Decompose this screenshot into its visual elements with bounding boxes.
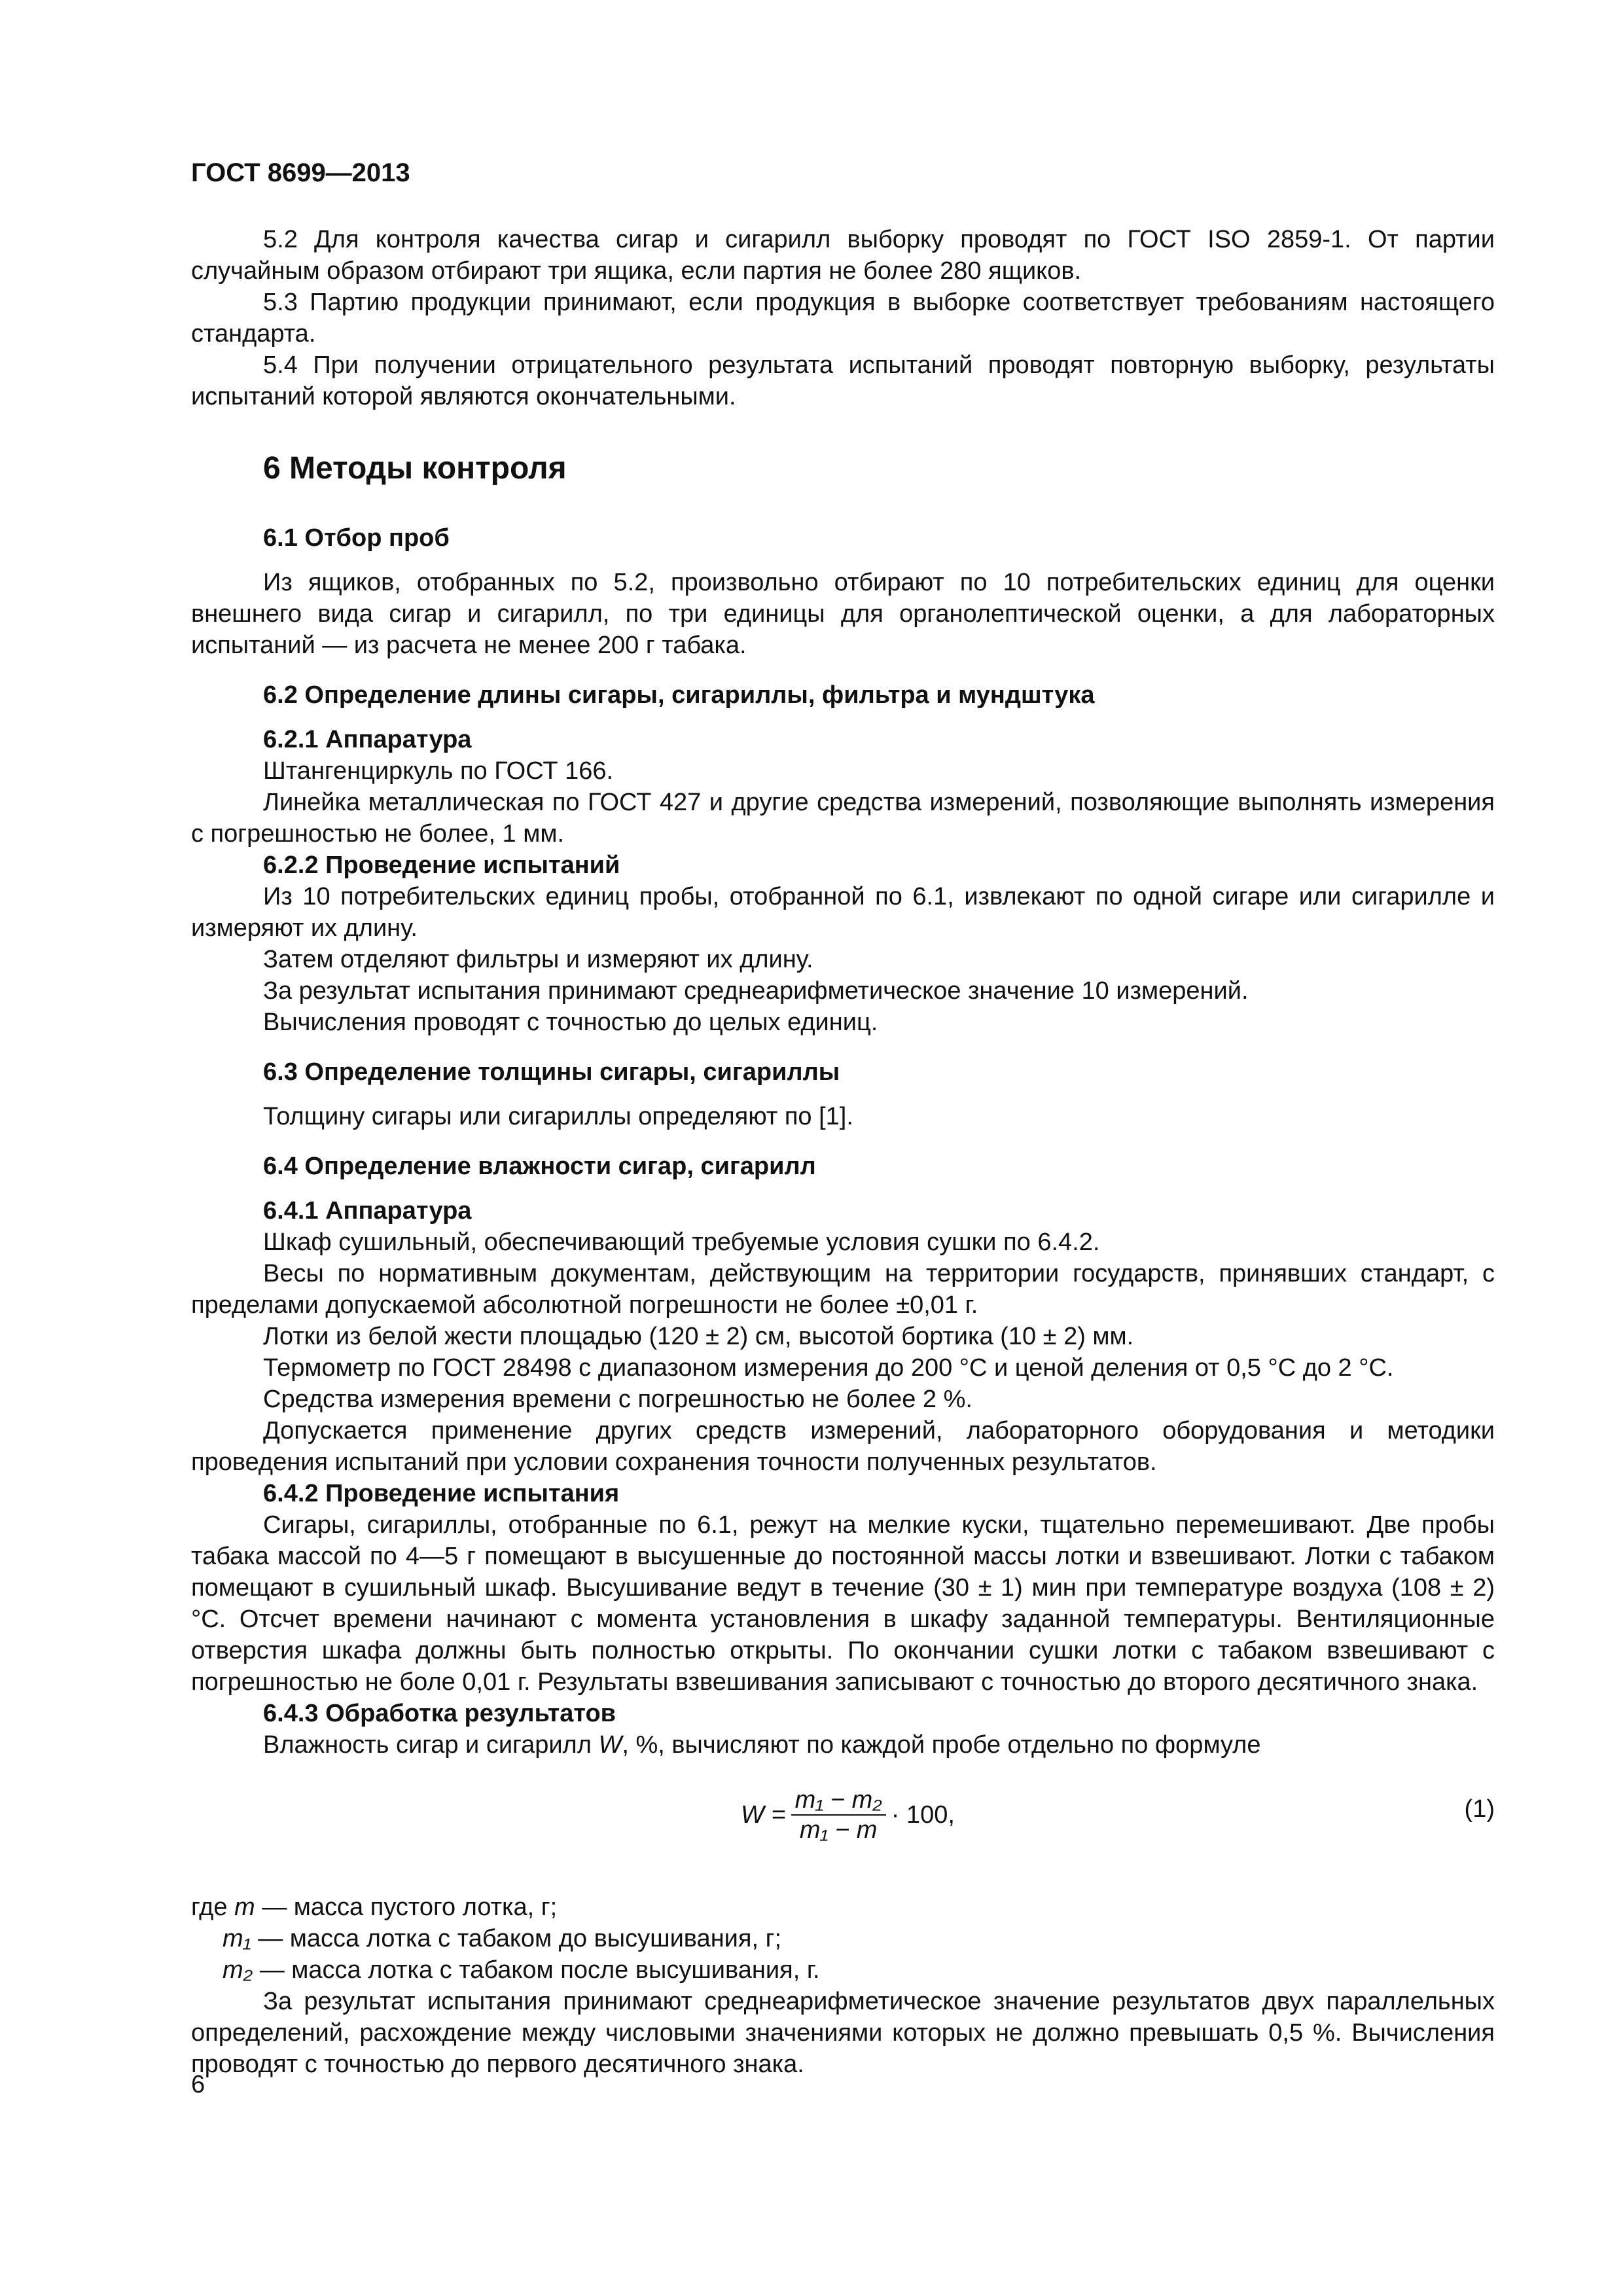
paragraph-6-4-1-d: Термометр по ГОСТ 28498 с диапазоном измерения до 200 °С и ценой деления от 0,5 °С до 2 °С. bbox=[263, 1354, 1394, 1382]
definition-text: — масса пустого лотка, г; bbox=[255, 1893, 558, 1921]
paragraph-final: За результат испытания принимают среднеарифметическое значение результатов двух параллельных определений, расхождение между числовыми значениями которых не должно превышать 0,5 %. Вычисления проводят с точностью до первого десятичного знака. bbox=[191, 1988, 1495, 2078]
heading-6-4-3: 6.4.3 Обработка результатов bbox=[263, 1700, 616, 1727]
paragraph-6-4-1-e: Средства измерения времени с погрешностью не более 2 %. bbox=[263, 1386, 972, 1413]
document-header: ГОСТ 8699—2013 bbox=[191, 158, 410, 187]
paragraph-6-2-1-b: Линейка металлическая по ГОСТ 427 и другие средства измерений, позволяющие выполнять измерения с погрешностью не более, 1 мм. bbox=[191, 789, 1495, 848]
paragraph-6-1: Из ящиков, отобранных по 5.2, произвольно отбирают по 10 потребительских единиц для оценки внешнего вида сигар и сигарилл, по три единицы для органолептической оценки, а для лабораторных испытаний — из расчета не менее 200 г табака. bbox=[191, 569, 1495, 659]
heading-6-2-2: 6.2.2 Проведение испытаний bbox=[263, 852, 620, 879]
paragraph-6-4-1-f: Допускается применение других средств измерений, лабораторного оборудования и методики проведения испытаний при условии сохранения точности полученных результатов. bbox=[191, 1417, 1495, 1476]
formula-tail: · 100, bbox=[891, 1801, 955, 1829]
section-6-heading: 6 Методы контроля bbox=[263, 451, 567, 486]
definition-text: — масса лотка с табаком до высушивания, г; bbox=[251, 1925, 782, 1952]
formula-lhs: W = bbox=[741, 1801, 786, 1829]
paragraph-6-2-2-a: Из 10 потребительских единиц пробы, отобранной по 6.1, извлекают по одной сигаре или сигарилле и измеряют их длину. bbox=[191, 883, 1495, 942]
formula-fraction bbox=[791, 1785, 886, 1844]
definition-symbol: m bbox=[234, 1893, 255, 1921]
paragraph-6-4-3-pre: Влажность сигар и сигарилл bbox=[263, 1731, 599, 1759]
paragraph-6-4-3 bbox=[191, 1729, 1495, 1761]
paragraph-6-2-2-d: Вычисления проводят с точностью до целых единиц. bbox=[263, 1009, 878, 1036]
definition-prefix: где bbox=[191, 1893, 235, 1921]
heading-6-4-2: 6.4.2 Проведение испытания bbox=[263, 1480, 620, 1507]
heading-6-2-1: 6.2.1 Аппаратура bbox=[263, 726, 472, 753]
heading-6-1: 6.1 Отбор проб bbox=[263, 524, 450, 552]
definition-m2 bbox=[191, 1954, 1495, 1986]
formula-1 bbox=[191, 1780, 1495, 1878]
formula-expression bbox=[741, 1785, 955, 1844]
heading-6-2: 6.2 Определение длины сигары, сигариллы, фильтра и мундштука bbox=[263, 681, 1095, 709]
formula-number: (1) bbox=[1464, 1795, 1495, 1823]
paragraph-6-4-2: Сигары, сигариллы, отобранные по 6.1, режут на мелкие куски, тщательно перемешивают. Две пробы табака массой по 4—5 г помещают в высушенные до постоянной массы лотки и взвешивают. Лотки с табаком помещают в сушильный шкаф. Высушивание ведут в течение (30 ± 1) мин при температуре воздуха (108 ± 2) °С. Отсчет времени начинают с момента установления в шкафу заданной температуры. Вентиляционные отверстия шкафа должны быть полностью открыты. По окончании сушки лотки с табаком взвешивают с погрешностью не боле 0,01 г. Результаты взвешивания записывают с точностью до второго десятичного знака. bbox=[191, 1511, 1495, 1696]
paragraph-6-4-1-b: Весы по нормативным документам, действующим на территории государств, принявших стандарт, с пределами допускаемой абсолютной погрешности не более ±0,01 г. bbox=[191, 1260, 1495, 1319]
paragraph-5-4: 5.4 При получении отрицательного результата испытаний проводят повторную выборку, результаты испытаний которой являются окончательными. bbox=[191, 351, 1495, 410]
formula-denominator: m₁ − m bbox=[799, 1816, 878, 1844]
definition-text: — масса лотка с табаком после высушивания, г. bbox=[253, 1956, 820, 1984]
paragraph-6-4-1-c: Лотки из белой жести площадью (120 ± 2) см, высотой бортика (10 ± 2) мм. bbox=[263, 1323, 1134, 1350]
paragraph-6-2-2-b: Затем отделяют фильтры и измеряют их длину. bbox=[263, 946, 813, 973]
document-page bbox=[191, 157, 1495, 2080]
page-number: 6 bbox=[191, 2071, 205, 2098]
paragraph-5-2: 5.2 Для контроля качества сигар и сигарилл выборку проводят по ГОСТ ISO 2859-1. От партии случайным образом отбирают три ящика, если партия не более 280 ящиков. bbox=[191, 226, 1495, 285]
paragraph-6-3: Толщину сигары или сигариллы определяют по [1]. bbox=[263, 1103, 853, 1130]
variable-w: W bbox=[598, 1731, 622, 1759]
definition-m bbox=[191, 1892, 1495, 1923]
heading-6-3: 6.3 Определение толщины сигары, сигариллы bbox=[263, 1058, 840, 1086]
paragraph-6-2-2-c: За результат испытания принимают среднеарифметическое значение 10 измерений. bbox=[263, 977, 1249, 1005]
paragraph-6-4-3-post: , %, вычисляют по каждой пробе отдельно по формуле bbox=[622, 1731, 1261, 1759]
paragraph-5-3: 5.3 Партию продукции принимают, если продукция в выборке соответствует требованиям настоящего стандарта. bbox=[191, 289, 1495, 348]
definition-symbol: m₂ bbox=[223, 1956, 253, 1984]
paragraph-6-4-1-a: Шкаф сушильный, обеспечивающий требуемые условия сушки по 6.4.2. bbox=[263, 1229, 1100, 1256]
definition-m1 bbox=[191, 1923, 1495, 1954]
heading-6-4: 6.4 Определение влажности сигар, сигарилл bbox=[263, 1153, 816, 1180]
paragraph-6-2-1-a: Штангенциркуль по ГОСТ 166. bbox=[263, 757, 614, 785]
formula-numerator: m₁ − m₂ bbox=[791, 1785, 886, 1816]
heading-6-4-1: 6.4.1 Аппаратура bbox=[263, 1197, 472, 1225]
definition-symbol: m₁ bbox=[223, 1925, 251, 1952]
